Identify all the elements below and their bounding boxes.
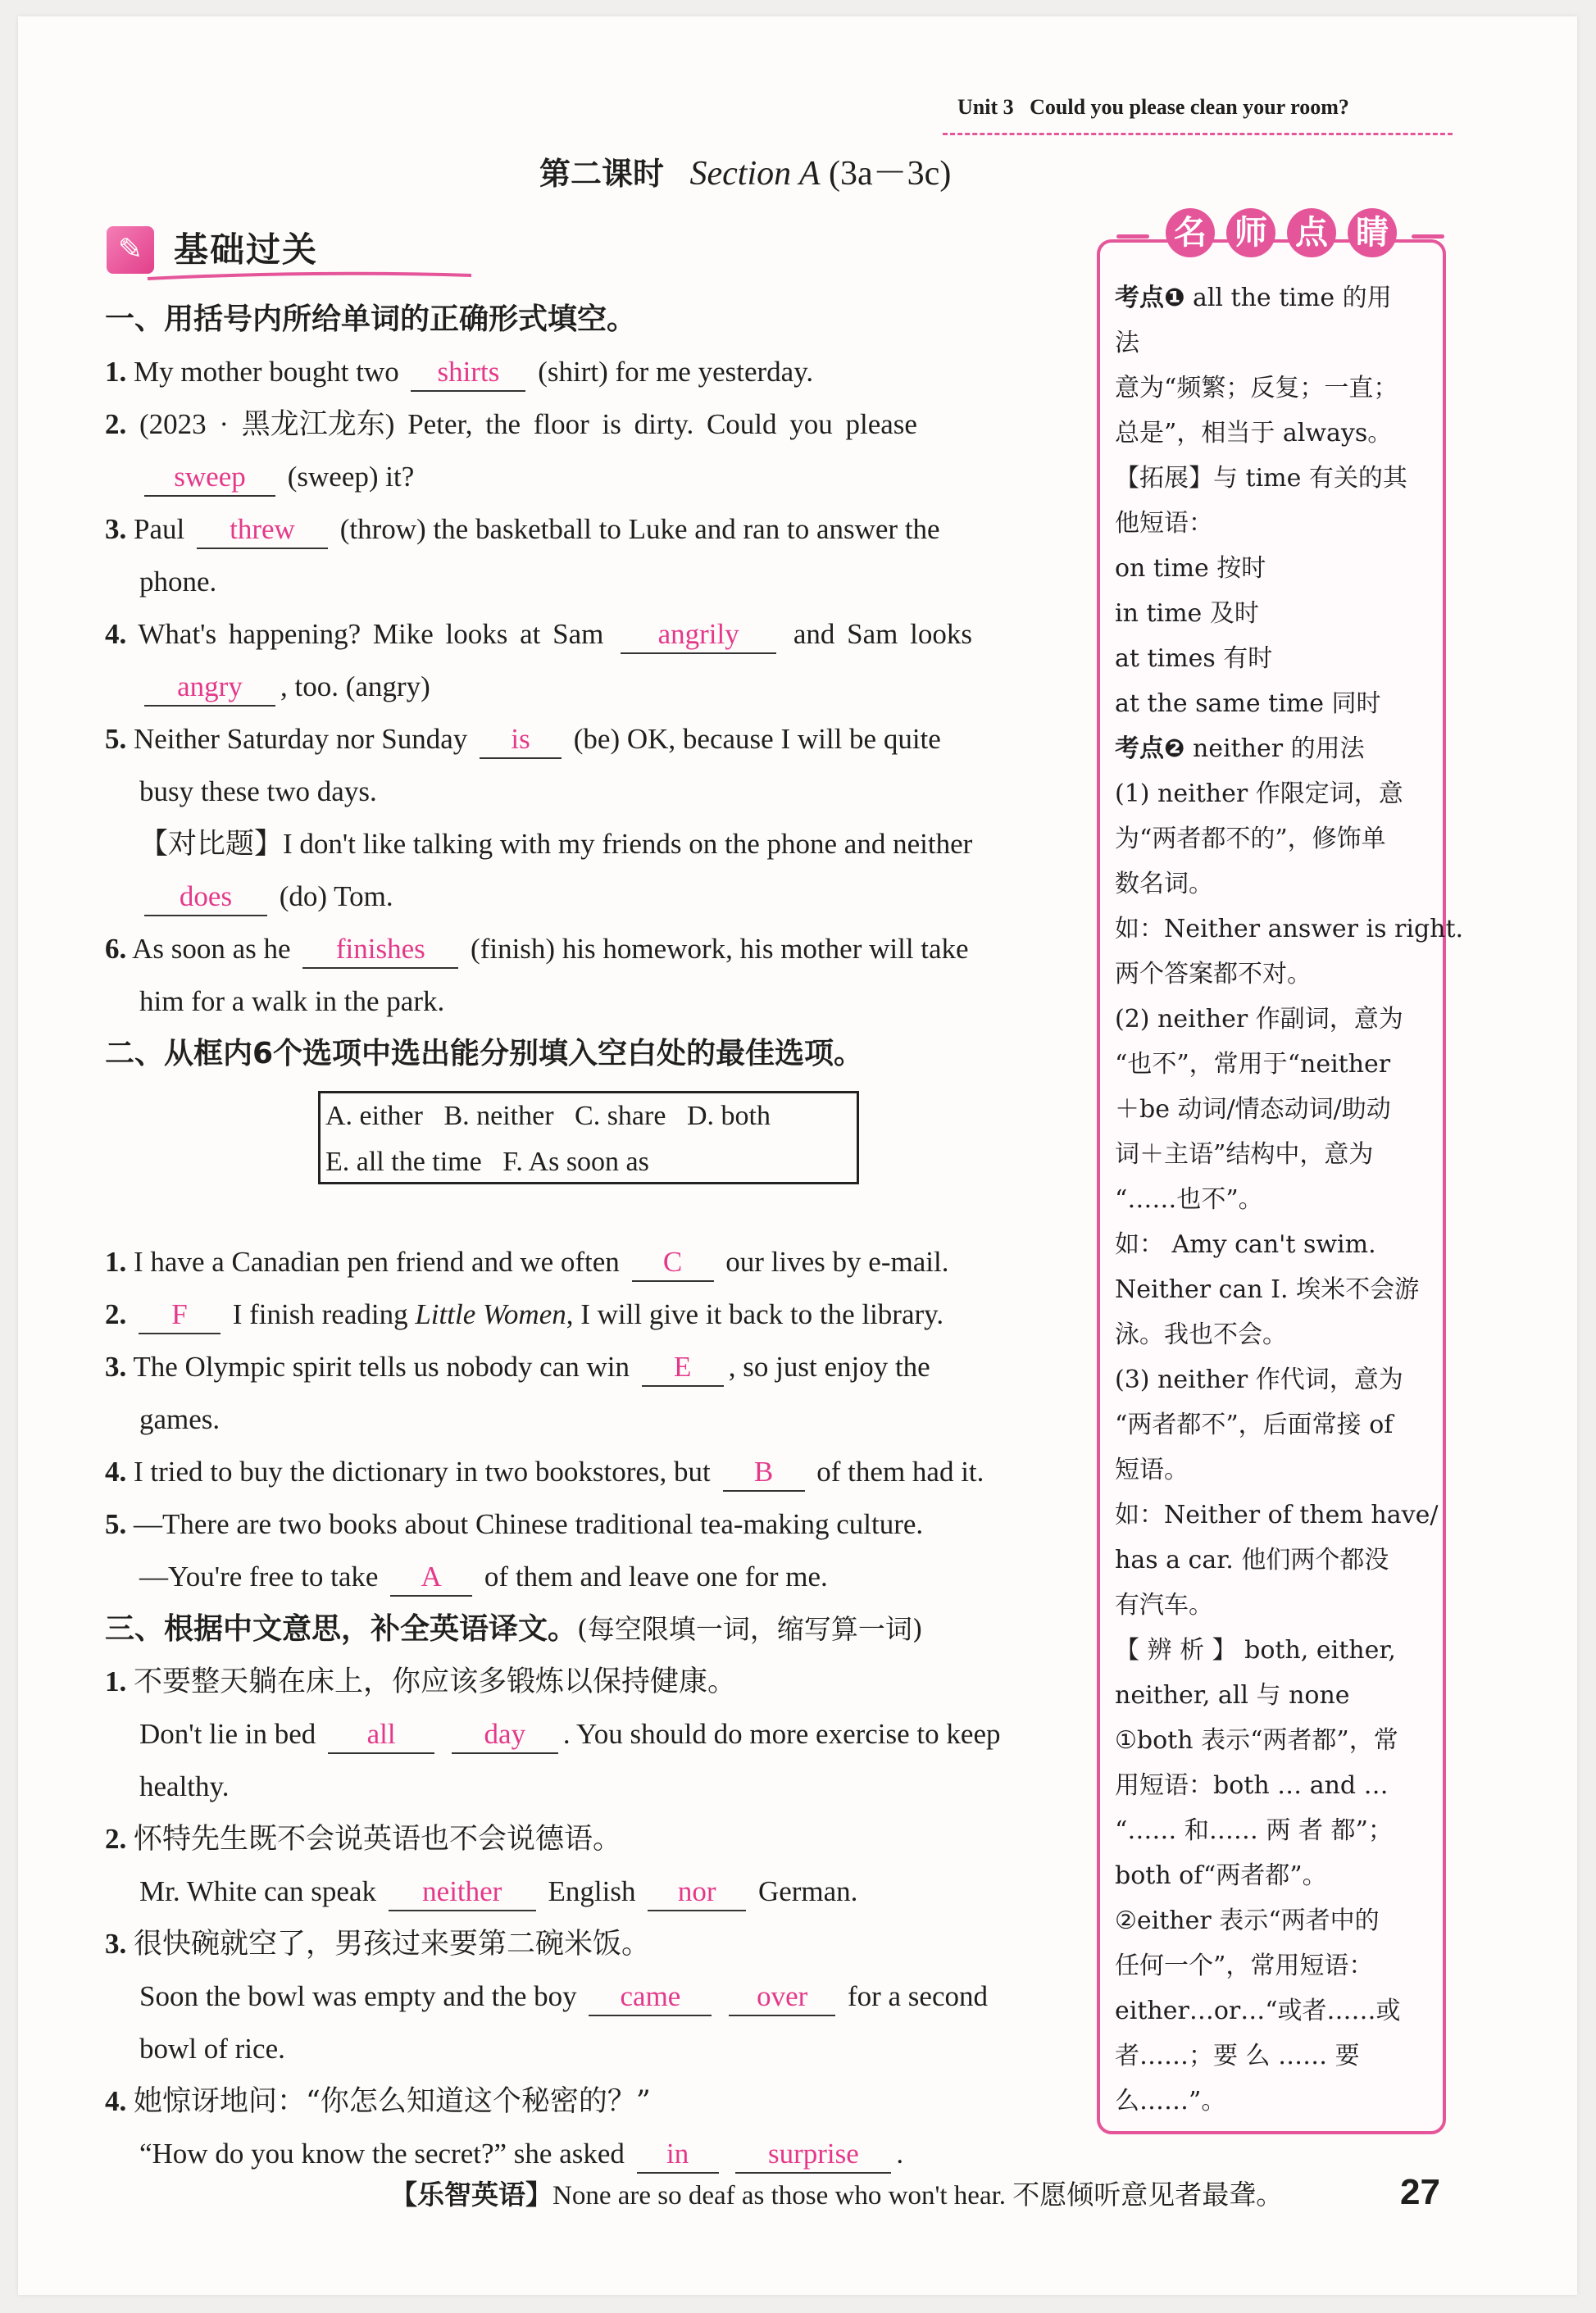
- tip-text: 如：Neither of them have/: [1115, 1501, 1439, 1529]
- answer-blank[interactable]: is: [480, 721, 562, 759]
- p1-q5: 5. Neither Saturday nor Sunday is (be) OK, because I will be quite: [105, 713, 941, 766]
- tip-line: [1115, 861, 1436, 907]
- tip-line: [1115, 2034, 1436, 2079]
- tip-text: has a car. 他们两个都没: [1115, 1546, 1389, 1575]
- tip-line: [1115, 1808, 1436, 1853]
- tip-text: on time 按时: [1115, 554, 1266, 583]
- answer-blank[interactable]: E: [642, 1349, 724, 1387]
- tip-line: [1115, 456, 1436, 501]
- p3-q4-cn: 4. 她惊讶地问：“你怎么知道这个秘密的？”: [105, 2085, 651, 2118]
- part2-title: 二、从框内6个选项中选出能分别填入空白处的最佳选项。: [105, 1037, 864, 1070]
- page-number: 27: [1400, 2172, 1440, 2212]
- tip-text: at the same time 同时: [1115, 689, 1381, 718]
- tip-line: [1115, 411, 1436, 456]
- tip-line: [1115, 320, 1436, 366]
- header-title: Could you please clean your room?: [1030, 95, 1349, 119]
- tip-text: all the time 的用: [1184, 284, 1392, 312]
- answer-blank[interactable]: C: [632, 1244, 714, 1282]
- answer-blank[interactable]: day: [452, 1716, 558, 1754]
- tip-line: [1115, 275, 1436, 320]
- answer-blank[interactable]: sweep: [144, 459, 275, 497]
- p3-q2-en: Mr. White can speak neither English nor German.: [139, 1865, 857, 1918]
- tip-line: [1115, 681, 1436, 726]
- tip-text: “…… 和…… 两 者 都”；: [1115, 1816, 1393, 1845]
- answer-blank[interactable]: came: [589, 1979, 712, 2016]
- tip-text: 么……”。: [1115, 2087, 1226, 2115]
- p1-q3-cont: phone.: [139, 566, 217, 598]
- tip-line: [1115, 366, 1436, 411]
- tip-line: [1115, 2079, 1436, 2124]
- p2-q4: 4. I tried to buy the dictionary in two bookstores, but B of them had it.: [105, 1446, 984, 1498]
- tip-key-label: 考点❶: [1115, 284, 1185, 312]
- header-unit: Unit 3: [957, 95, 1014, 119]
- tip-text: neither 的用法: [1184, 734, 1365, 763]
- lesson-title: [539, 146, 951, 195]
- tip-text: (3) neither 作代词，意为: [1115, 1366, 1403, 1394]
- answer-blank[interactable]: does: [144, 879, 267, 916]
- p3-q2-cn: 2. 怀特先生既不会说英语也不会说德语。: [105, 1823, 622, 1856]
- answer-blank[interactable]: nor: [648, 1874, 746, 1911]
- p2-q3: 3. The Olympic spirit tells us nobody can win E , so just enjoy the: [105, 1341, 930, 1393]
- answer-blank[interactable]: in: [637, 2136, 719, 2174]
- tip-text: both of“两者都”。: [1115, 1861, 1327, 1890]
- tip-text: ＋be 动词/情态动词/助动: [1115, 1095, 1391, 1124]
- tip-text: 总是”，相当于 always。: [1115, 419, 1393, 448]
- p2-q3-cont: games.: [139, 1403, 221, 1435]
- p1-q3: 3. Paul threw (throw) the basketball to Luke and ran to answer the: [105, 503, 940, 556]
- p1-q5-cont: busy these two days.: [139, 775, 377, 807]
- p3-q1-cont: healthy.: [139, 1770, 230, 1802]
- footer-quote: None are so deaf as those who won't hear. 不愿倾听意见者最聋。: [552, 2181, 1284, 2211]
- tip-line: [1115, 771, 1436, 816]
- answer-blank[interactable]: threw: [197, 511, 328, 549]
- tip-text: 者……；要 么 …… 要: [1115, 2042, 1360, 2070]
- answer-blank[interactable]: neither: [389, 1874, 536, 1911]
- title-bar-left: [1116, 234, 1149, 239]
- underline-swoosh-icon: [148, 269, 475, 282]
- title-char: 师: [1226, 208, 1275, 257]
- tip-text: 用短语：both … and …: [1115, 1771, 1389, 1800]
- p3-q4-en: “How do you know the secret?” she asked in surprise .: [139, 2128, 903, 2180]
- tip-text: either…or…“或者……或: [1115, 1997, 1401, 2025]
- tip-text: 词＋主语”结构中，意为: [1115, 1140, 1374, 1169]
- tip-line: [1115, 1447, 1436, 1493]
- teacher-tips-title: [1116, 203, 1444, 267]
- answer-blank[interactable]: angry: [144, 669, 275, 707]
- tip-line: [1115, 1493, 1439, 1538]
- tip-text: (1) neither 作限定词，意: [1115, 779, 1403, 808]
- tip-line: [1115, 1853, 1436, 1898]
- tip-line: [1115, 501, 1436, 546]
- tip-line: [1115, 1042, 1436, 1087]
- tip-line: [1115, 1402, 1436, 1447]
- title-char: 点: [1287, 208, 1336, 257]
- p1-q2-cont: sweep (sweep) it?: [139, 451, 414, 503]
- tip-text: 短语。: [1115, 1456, 1189, 1484]
- p3-q3-cn: 3. 很快碗就空了，男孩过来要第二碗米饭。: [105, 1928, 651, 1961]
- tip-text: ②either 表示“两者中的: [1115, 1906, 1380, 1935]
- footer-brand: 【乐智英语】: [390, 2179, 552, 2211]
- tip-text: 【拓展】与 time 有关的其: [1115, 464, 1407, 493]
- p3-q1-cn: 1. 不要整天躺在床上，你应该多锻炼以保持健康。: [105, 1665, 737, 1698]
- tip-line: [1115, 1763, 1436, 1808]
- tip-text: 任何一个”，常用短语：: [1115, 1952, 1374, 1980]
- tip-text: in time 及时: [1115, 599, 1259, 628]
- tip-text: 【 辨 析 】 both, either,: [1115, 1636, 1396, 1665]
- tip-text: 泳。我也不会。: [1115, 1320, 1287, 1349]
- tip-line: [1115, 591, 1436, 636]
- answer-blank[interactable]: surprise: [735, 2136, 891, 2174]
- p3-q3-cont: bowl of rice.: [139, 2033, 285, 2065]
- tip-text: 两个答案都不对。: [1115, 960, 1312, 988]
- options-row-1: A. either B. neither C. share D. both: [325, 1101, 771, 1131]
- title-bar-right: [1412, 234, 1444, 239]
- p1-q2: 2. (2023 · 黑龙江龙东) Peter, the floor is dirty. Could you please: [105, 408, 917, 440]
- tip-text: at times 有时: [1115, 644, 1273, 673]
- p1-q5-compare-cont: does (do) Tom.: [139, 870, 393, 923]
- tip-line: [1115, 1267, 1436, 1312]
- tip-line: [1115, 1583, 1436, 1628]
- answer-blank[interactable]: over: [729, 1979, 835, 2016]
- tip-line: [1115, 1132, 1436, 1177]
- tip-line: [1115, 1177, 1436, 1222]
- tip-line: [1115, 907, 1464, 952]
- part1-title: 一、用括号内所给单词的正确形式填空。: [105, 302, 637, 336]
- tip-text: 有汽车。: [1115, 1591, 1213, 1620]
- options-row-2: E. all the time F. As soon as: [325, 1147, 649, 1177]
- tip-line: [1115, 1988, 1436, 2034]
- tip-text: Neither can I. 埃米不会游: [1115, 1275, 1420, 1304]
- answer-blank[interactable]: A: [390, 1559, 472, 1597]
- running-header: [957, 95, 1349, 120]
- p1-q4-cont: angry , too. (angry): [139, 661, 430, 713]
- part3-title: 三、根据中文意思，补全英语译文。(每空限填一词，缩写算一词): [105, 1612, 923, 1646]
- tip-text: 法: [1115, 329, 1139, 357]
- p1-q5-compare: 【对比题】I don't like talking with my friends on the phone and neither: [139, 828, 973, 860]
- tip-text: “两者都不”，后面常接 of: [1115, 1411, 1394, 1439]
- tip-line: [1115, 1943, 1436, 1988]
- tip-line: [1115, 1222, 1436, 1267]
- tip-line: [1115, 952, 1436, 997]
- tip-line: [1115, 997, 1436, 1042]
- tip-text: (2) neither 作副词，意为: [1115, 1005, 1403, 1034]
- tip-line: [1115, 1087, 1436, 1132]
- tip-line: [1115, 726, 1436, 771]
- tip-text: “也不”，常用于“neither: [1115, 1050, 1391, 1079]
- lesson-cn: 第二课时: [539, 156, 665, 192]
- tip-line: [1115, 1628, 1436, 1673]
- answer-blank[interactable]: angrily: [621, 616, 776, 654]
- p3-q1-en: Don't lie in bed all day . You should do more exercise to keep: [139, 1708, 1000, 1761]
- title-char: 睛: [1348, 208, 1397, 257]
- answer-blank[interactable]: all: [328, 1716, 434, 1754]
- basic-title: 基础过关: [174, 229, 319, 270]
- tip-line: [1115, 1538, 1436, 1583]
- footer: [390, 2174, 1283, 2212]
- p1-q6-cont: him for a walk in the park.: [139, 985, 445, 1017]
- tip-line: [1115, 1357, 1436, 1402]
- tip-line: [1115, 1673, 1436, 1718]
- tip-line: [1115, 1312, 1436, 1357]
- tip-text: 意为“频繁；反复；一直；: [1115, 374, 1398, 402]
- tip-text: 如：Neither answer is right.: [1115, 915, 1464, 943]
- tip-text: 如： Amy can't swim.: [1115, 1230, 1376, 1259]
- p1-q4: 4. What's happening? Mike looks at Sam angrily and Sam looks: [105, 608, 972, 661]
- p3-q3-en: Soon the bowl was empty and the boy came over for a second: [139, 1970, 988, 2023]
- answer-blank[interactable]: shirts: [411, 354, 525, 392]
- tip-line: [1115, 1898, 1436, 1943]
- p1-q6: 6. As soon as he finishes (finish) his homework, his mother will take: [105, 923, 969, 975]
- options-box: [318, 1091, 859, 1184]
- tip-line: [1115, 816, 1436, 861]
- pen-icon: ✎: [107, 226, 154, 274]
- tip-text: ①both 表示“两者都”，常: [1115, 1726, 1398, 1755]
- p2-q5: 5. —There are two books about Chinese traditional tea-making culture.: [105, 1508, 924, 1540]
- tip-text: “……也不”。: [1115, 1185, 1263, 1214]
- p2-q2: 2. F I finish reading Little Women, I will give it back to the library.: [105, 1288, 944, 1341]
- tip-key-label: 考点❷: [1115, 734, 1185, 763]
- lesson-range: (3a－3c): [829, 155, 952, 193]
- lesson-section: Section A: [689, 155, 821, 193]
- tip-line: [1115, 636, 1436, 681]
- teacher-tips-body: [1115, 275, 1464, 2124]
- answer-blank[interactable]: B: [723, 1454, 805, 1492]
- p1-q1: 1. My mother bought two shirts (shirt) for me yesterday.: [105, 346, 813, 398]
- header-divider: [943, 133, 1453, 135]
- tip-line: [1115, 1718, 1436, 1763]
- p2-q1: 1. I have a Canadian pen friend and we often C our lives by e-mail.: [105, 1236, 948, 1288]
- answer-blank[interactable]: F: [139, 1297, 221, 1334]
- answer-blank[interactable]: finishes: [302, 931, 458, 969]
- tip-text: 他短语：: [1115, 509, 1213, 538]
- tip-text: neither, all 与 none: [1115, 1681, 1350, 1710]
- tip-text: 数名词。: [1115, 870, 1213, 898]
- tip-text: 为“两者都不的”，修饰单: [1115, 825, 1386, 853]
- tip-line: [1115, 546, 1436, 591]
- p2-q5-cont: —You're free to take A of them and leave one for me.: [139, 1551, 828, 1603]
- title-char: 名: [1166, 208, 1215, 257]
